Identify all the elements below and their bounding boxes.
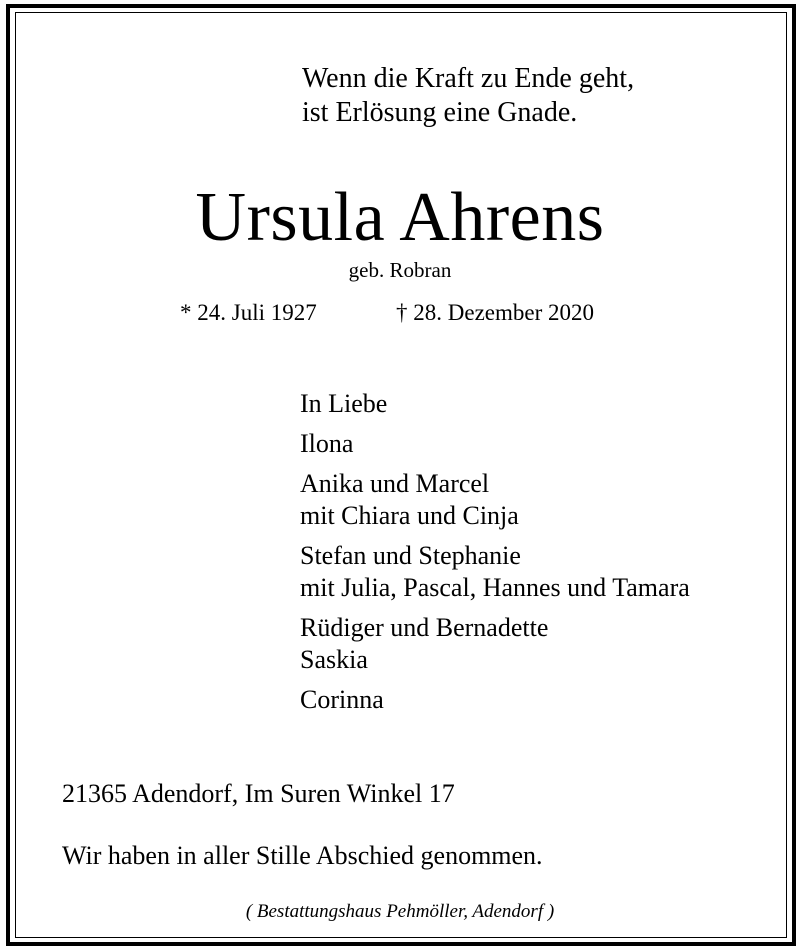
farewell-note: Wir haben in aller Stille Abschied genommen.: [62, 841, 543, 870]
mourner-group: [300, 540, 690, 604]
birth-name: geb. Robran: [348, 258, 452, 282]
mourner-group: [300, 468, 690, 532]
mourner-line: Ilona: [300, 429, 354, 458]
death-date: † 28. Dezember 2020: [396, 300, 594, 325]
mourner-line: Corinna: [300, 685, 384, 714]
motto: [302, 62, 634, 130]
birth-date: * 24. Juli 1927: [180, 300, 317, 325]
mourner-group: [300, 428, 690, 460]
mourner-line: In Liebe: [300, 389, 388, 418]
mourner-line: mit Julia, Pascal, Hannes und Tamara: [300, 573, 690, 602]
mourner-line: Anika und Marcel: [300, 469, 490, 498]
mourner-line: mit Chiara und Cinja: [300, 501, 519, 530]
address: 21365 Adendorf, Im Suren Winkel 17: [62, 779, 455, 808]
mourner-group: [300, 612, 690, 676]
mourner-line: Stefan und Stephanie: [300, 541, 521, 570]
mourners-list: [300, 388, 690, 724]
mourners-intro: [300, 388, 690, 420]
motto-line: ist Erlösung eine Gnade.: [302, 97, 578, 128]
funeral-home-credit: ( Bestattungshaus Pehmöller, Adendorf ): [245, 901, 555, 922]
mourner-line: Rüdiger und Bernadette: [300, 613, 549, 642]
deceased-name: Ursula Ahrens: [195, 179, 605, 256]
mourner-group: [300, 684, 690, 716]
mourner-line: Saskia: [300, 645, 368, 674]
motto-line: Wenn die Kraft zu Ende geht,: [302, 63, 635, 94]
